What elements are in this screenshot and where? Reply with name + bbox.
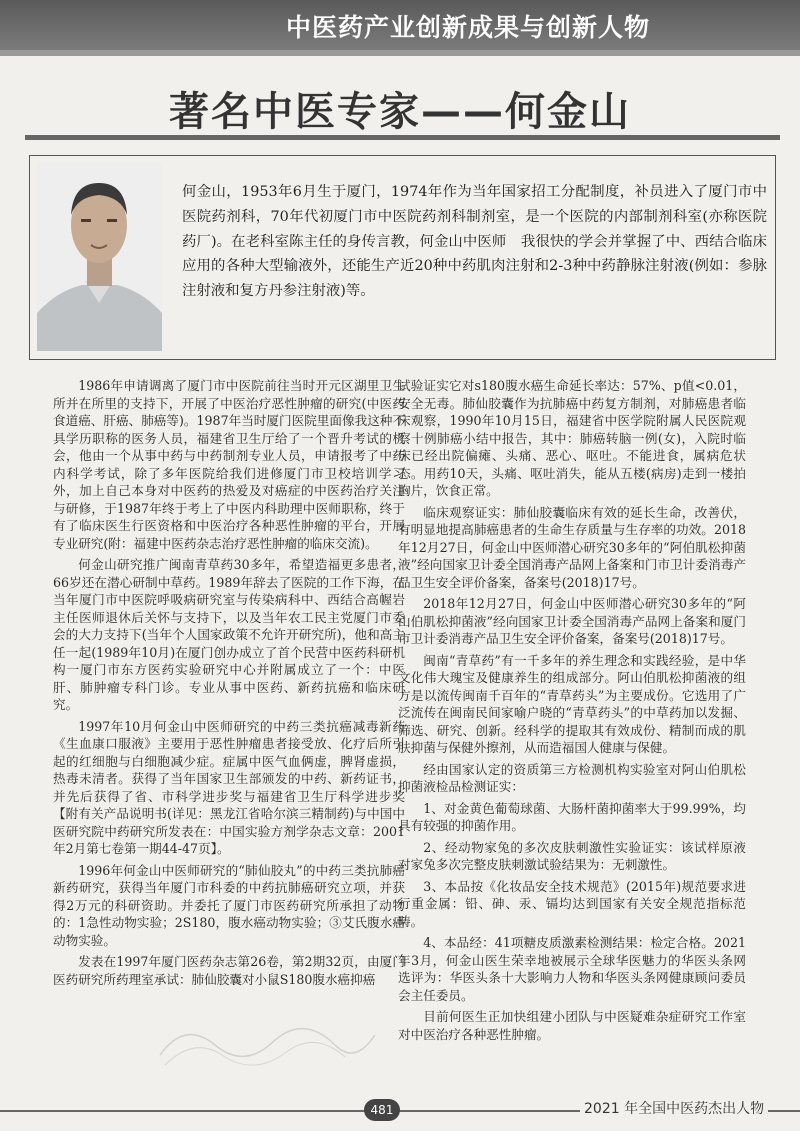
- page-number: 481: [364, 1099, 400, 1121]
- header-title: 中医药产业创新成果与创新人物: [285, 13, 650, 42]
- body-paragraph: 3、本品按《化妆品安全技术规范》(2015年)规范要求进行重金属：铅、砷、汞、镉均达到国家有关安全规范指标范畴。: [398, 878, 746, 929]
- body-paragraph: 闽南“青草药”有一千多年的养生理念和实践经验，是中华文化伟大瑰宝及健康养生的组成部分。阿山伯肌松抑菌液的组方是以流传闽南千百年的“青草药头”为主要成份。它选用了广泛流传在闽南民间家喻户晓的“青草药头”的中草药加以发掘、筛选、研究、创新。经科学的提取其有效成份、精制而成的肌肤抑菌与保健外擦剂，从而造福国人健康与保健。: [398, 652, 746, 755]
- body-paragraph: 4、本品经：41项糖皮质激素检测结果：检定合格。2021年3月，何金山医生荣幸地被展示全球华医魅力的华医头条网选评为：华医头条十大影响力人物和华医头条网健康顾问委员会主任委员。: [398, 935, 746, 1003]
- body-paragraph: 何金山研究推广闽南青草药30多年，希望造福更多患者，66岁还在潜心研制中草药。1989年辞去了医院的工作下海，在当年厦门市中医院呼吸病研究室与传染病科中、西结合高幄岩主任医师退休后关怀与支持下，以及当年农工民主党厦门市委会的大力支持下(当年个人国家政策不允许开研究所)，他和高主任一起(1989年10月)在厦门创办成立了首个民营中医药科研机构一厦门市东方医药实验研究中心并附属成立了一个：中医肝、肺肿瘤专科门诊。专业从事中医药、新药抗癌和临床研究。: [53, 557, 405, 712]
- body-paragraph: 试验证实它对s180腹水癌生命延长率达：57%、p值<0.01，安全无毒。肺仙胶囊作为抗肺癌中药复方制剂，对肺癌患者临床观察，1990年10月15日，福建省中医学院附属人民医院观察十例肺癌小结中报告，其中：肺癌转脑一例(女)，入院时临床已经出院偏瘫、头痛、恶心、呕吐。不能进食，属病危状态。用药10天，头痛、呕吐消失，能从五楼(病房)走到一楼拍胸片，饮食正常。: [398, 378, 746, 498]
- body-paragraph: 2018年12月27日，何金山中医师潜心研究30多年的“阿山伯肌松抑菌液”经向国家卫计委全国消毒产品网上备案和厦门市卫计委消毒产品卫生安全评价备案，备案号(2018)17号。: [398, 596, 746, 646]
- publication-name: 2021 年全国中医药杰出人物: [580, 1098, 768, 1118]
- header-band: [0, 0, 800, 50]
- body-paragraph: 1、对金黄色葡萄球菌、大肠杆菌抑菌率大于99.99%，均具有较强的抑菌作用。: [398, 800, 746, 833]
- body-paragraph: 目前何医生正加快组建小团队与中医疑难杂症研究工作室对中医治疗各种恶性肿瘤。: [398, 1009, 746, 1042]
- decorative-swirl-icon: [155, 1015, 380, 1075]
- body-paragraph: 1997年10月何金山中医师研究的中药三类抗癌减毒新药《生血康口服液》主要用于恶性肿瘤患者接受放、化疗后所引起的红细胞与白细胞减少症。症属中医气血俩虚，脾肾虚损，热毒未清者。获得了当年国家卫生部颁发的中药、新药证书，并先后获得了省、市科学进步奖与福建省卫生厅科学进步奖【附有关产品说明书(详见：黑龙江省哈尔滨三精制药)与中国中医研究院中药研究所发表在：中国实验方剂学杂志文章：2001年2月第七卷第一期44-47页】。: [53, 718, 405, 856]
- body-paragraph: 经由国家认定的资质第三方检测机构实验室对阿山伯肌松抑菌液检品检测证实：: [398, 761, 746, 794]
- header-shadow: [0, 50, 800, 56]
- left-column: [53, 377, 405, 992]
- right-column: [398, 377, 746, 1047]
- body-paragraph: 1986年申请调离了厦门市中医院前往当时开元区湖里卫生所并在所里的支持下，开展了中医治疗恶性肿瘤的研究(中医药食道癌、肝癌、肺癌等)。1987年当时厦门医院里面像我这种不具学历职称的医务人员，福建省卫生厅给了一个晋升考试的机会，他由一个从事中药与中药制剂专业人员，申请报考了中药内科学考试，除了多年医院给我们进修厦门市卫校培训学习外，加上自己本身对中医药的热爱及对癌症的中医药治疗关注与研修，于1987年终于考上了中医内科助理中医师职称，终于有了临床医生行医资格和中医治疗各种恶性肿瘤的平台，开展专业研究(附：福建中医药杂志治疗恶性肿瘤的临床交流)。: [53, 378, 405, 551]
- intro-text: 何金山，1953年6月生于厦门，1974年作为当年国家招工分配制度，补员进入了厦门市中医院药剂科，70年代初厦门市中医院药剂科制剂室，是一个医院的内部制剂科室(亦称医院药厂)。在老科室陈主任的身传言教，何金山中医师 我很快的学会并掌握了中、西结合临床应用的各种大型输液外，还能生产近20种中药肌肉注射和2-3种中药静脉注射液(例如：参脉注射液和复方丹参注射液)等。: [182, 184, 767, 300]
- page-footer: [0, 1093, 800, 1131]
- body-paragraph: 2、经动物家兔的多次皮肤刺激性实验证实：该试样原液对家兔多次完整皮肤刺激试验结果为：无刺激性。: [398, 839, 746, 872]
- title-rule: [25, 135, 780, 140]
- portrait-photo: [37, 163, 162, 351]
- portrait-icon: [37, 163, 162, 351]
- body-paragraph: 1996年何金山中医师研究的“肺仙胶丸”的中药三类抗肺癌新药研究，获得当年厦门市科委的中药抗肺癌研究立项，并获得2万元的科研资助。并委托了厦门市医药研究所承担了动物的：1急性动物实验；2S180，腹水癌动物实验；③艾氏腹水癌动物实验。: [53, 862, 405, 948]
- body-paragraph: 发表在1997年厦门医药杂志第26卷，第2期32页，由厦门医药研究所药理室承试：肺仙胶囊对小鼠S180腹水癌抑癌: [53, 954, 405, 987]
- body-paragraph: 临床观察证实：肺仙胶囊临床有效的延长生命，改善伏，有明显地提高肺癌患者的生命生存质量与生存率的功效。2018年12月27日，何金山中医师潜心研究30多年的“阿伯肌松抑菌液”经向国家卫计委全国消毒产品网上备案和门市卫计委消毒产品卫生安全评价备案，备案号(2018)17号。: [398, 504, 746, 590]
- article-title: 著名中医专家——何金山: [169, 89, 631, 135]
